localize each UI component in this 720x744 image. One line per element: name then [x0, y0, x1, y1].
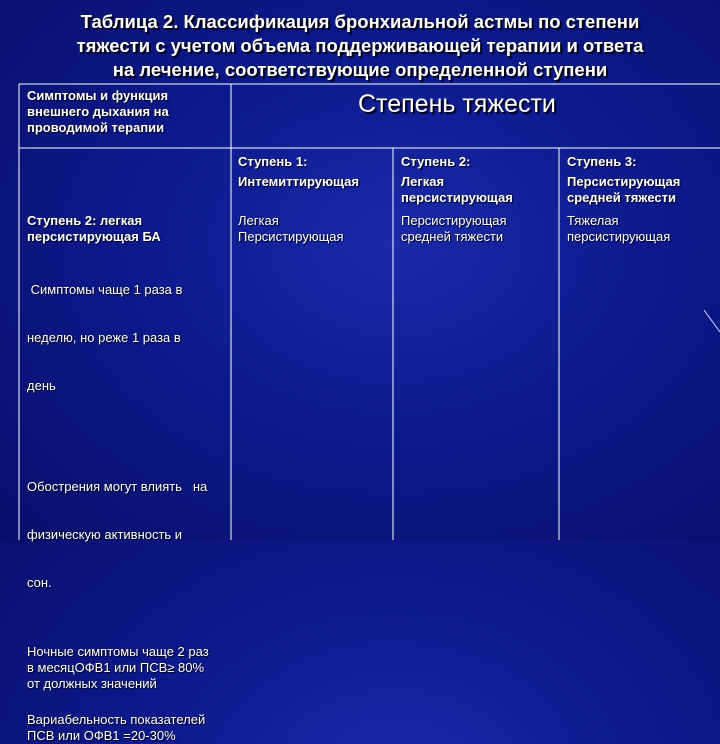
- row-paragraph-4: [27, 712, 227, 744]
- result-step-2: [401, 213, 556, 245]
- result-step-1: [238, 213, 388, 245]
- header-symptoms-line-1: Симптомы и функция: [27, 88, 169, 103]
- step-2-name: Легкая: [401, 174, 445, 189]
- result-2-line-2: средней тяжести: [401, 229, 504, 244]
- step-2-name-2: персистирующая: [401, 190, 513, 205]
- row-paragraph-1: [27, 250, 227, 426]
- row-label-cell: [27, 213, 227, 744]
- row-paragraph-3: [27, 644, 227, 692]
- header-severity: Степень тяжести: [358, 90, 556, 118]
- result-2-line-1: Персистирующая: [401, 213, 507, 228]
- step-3-name: Персистирующая: [567, 174, 681, 189]
- result-3-line-2: персистирующая: [567, 229, 671, 244]
- result-3-line-1: Тяжелая: [567, 213, 619, 228]
- p1-line-3: день: [27, 378, 56, 393]
- step-2-label: Ступень 2:: [401, 154, 471, 169]
- p2-line-1: Обострения могут влиять на: [27, 479, 208, 494]
- title-line-3: на лечение, соответствующие определенной ступени: [112, 59, 608, 80]
- result-1-line-2: Персистирующая: [238, 229, 344, 244]
- decorative-stroke: [704, 310, 720, 336]
- p2-line-3: сон.: [27, 575, 52, 590]
- row-title-line-2: персистирующая БА: [27, 229, 161, 244]
- step-3-header: [567, 154, 717, 206]
- slide-title: [20, 10, 700, 82]
- p1-line-1: Симптомы чаще 1 раза в: [27, 282, 183, 297]
- row-paragraph-2: [27, 447, 227, 623]
- row-title-line-1: Ступень 2: легкая: [27, 213, 143, 228]
- p2-line-2: физическую активность и: [27, 527, 183, 542]
- title-line-1: Таблица 2. Классификация бронхиальной астмы по степени: [80, 11, 640, 32]
- p3-line-3: от должных значений: [27, 676, 157, 691]
- p4-line-1: Вариабельность показателей: [27, 712, 206, 727]
- step-3-name-2: средней тяжести: [567, 190, 676, 205]
- step-1-name: Интемиттирующая: [238, 174, 359, 189]
- step-1-header: [238, 154, 388, 190]
- p3-line-2: в месяцОФВ1 или ПСВ≥ 80%: [27, 660, 205, 675]
- header-symptoms-line-2: внешнего дыхания на: [27, 104, 169, 119]
- p4-line-2: ПСВ или ОФВ1 =20-30%: [27, 728, 176, 743]
- result-step-3: [567, 213, 717, 245]
- step-1-label: Ступень 1:: [238, 154, 308, 169]
- row-title: [27, 213, 227, 245]
- result-1-line-1: Легкая: [238, 213, 279, 228]
- p3-line-1: Ночные симптомы чаще 2 раз: [27, 644, 209, 659]
- step-2-header: [401, 154, 551, 206]
- header-symptoms-line-3: проводимой терапии: [27, 120, 165, 135]
- step-3-label: Ступень 3:: [567, 154, 637, 169]
- p1-line-2: неделю, но реже 1 раза в: [27, 330, 181, 345]
- header-symptoms-cell: [27, 88, 169, 136]
- title-line-2: тяжести с учетом объема поддерживающей терапии и ответа: [76, 35, 644, 56]
